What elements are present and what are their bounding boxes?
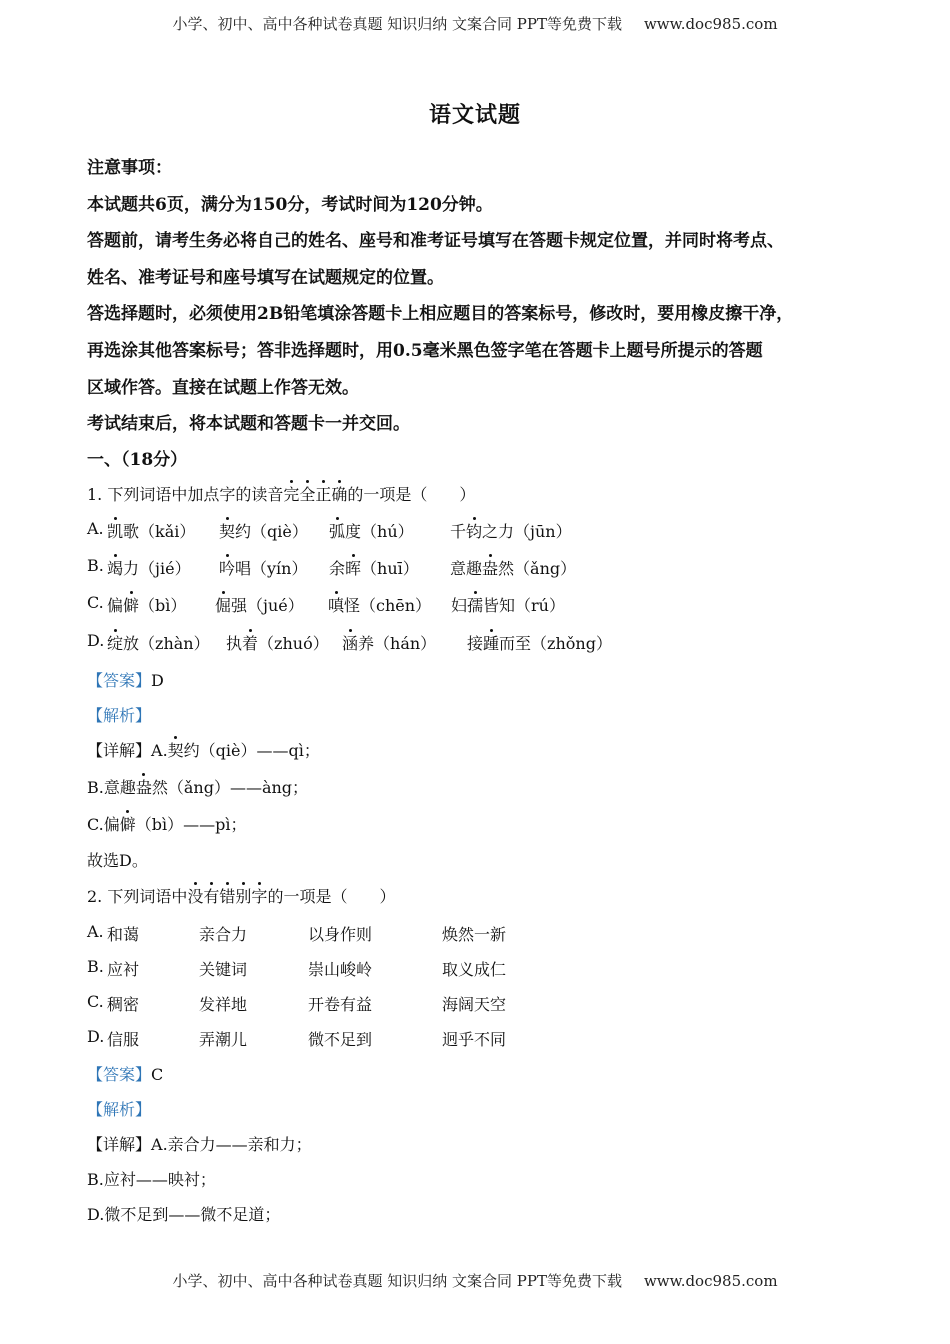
question-2-option-c: C. 稠密 发祥地 开卷有益 海阔天空 — [87, 992, 507, 1014]
question-1-detail-line: C.偏僻（bì）——pì； — [87, 812, 247, 835]
question-2-analysis-tag: 【解析】 — [87, 1100, 152, 1119]
question-1-answer: 【答案】D — [87, 671, 164, 690]
question-1-detail-line: B.意趣盎然（ǎng）——àng； — [87, 775, 308, 798]
notice-line: 答题前，请考生务必将自己的姓名、座号和准考证号填写在答题卡规定位置，并同时将考点、 — [87, 231, 784, 251]
footer-text: 小学、初中、高中各种试卷真题 知识归纳 文案合同 PPT等免费下载 — [172, 1272, 622, 1290]
question-1-conclusion: 故选D。 — [87, 851, 148, 870]
question-2-detail-line: D.微不足到——微不足道； — [87, 1205, 281, 1224]
question-2-detail-line: B.应衬——映衬； — [87, 1170, 216, 1189]
question-1-option-d: D. 绽放（zhàn） 执着（zhuó） 涵养（hán） 接踵而至（zhǒng） — [87, 631, 612, 653]
footer-site[interactable]: www.doc985.com — [643, 1272, 778, 1290]
question-1-option-a: A. 凯歌（kǎi） 契约（qiè） 弧度（hú） 千钧之力（jūn） — [87, 519, 572, 541]
question-2-answer: 【答案】C — [87, 1065, 164, 1084]
question-2-option-a: A. 和蔼 亲合力 以身作则 焕然一新 — [87, 922, 507, 944]
notice-line: 本试题共6页，满分为150分，考试时间为120分钟。 — [87, 195, 493, 215]
question-1-stem: 1. 下列词语中加点字的读音完全正确的一项是（ ） — [87, 482, 475, 505]
question-1-option-c: C. 偏僻（bì） 倔强（jué） 嗔怪（chēn） 妇孺皆知（rú） — [87, 593, 565, 615]
question-1-option-b: B. 竭力（jié） 吟唱（yín） 余晖（huī） 意趣盎然（ǎng） — [87, 556, 577, 578]
notice-line: 再选涂其他答案标号；答非选择题时，用0.5毫米黑色签字笔在答题卡上题号所提示的答题 — [87, 341, 763, 361]
question-1-detail-line: 【详解】A.契约（qiè）——qì； — [87, 738, 320, 761]
notice-line: 姓名、准考证号和座号填写在试题规定的位置。 — [87, 268, 444, 288]
section-heading: 一、（18分） — [87, 450, 188, 470]
notice-heading: 注意事项： — [87, 158, 172, 178]
notice-line: 答选择题时，必须使用2B铅笔填涂答题卡上相应题目的答案标号，修改时，要用橡皮擦干净， — [87, 304, 794, 324]
question-2-stem: 2. 下列词语中没有错别字的一项是（ ） — [87, 884, 395, 907]
notice-line: 考试结束后，将本试题和答题卡一并交回。 — [87, 414, 410, 434]
question-2-detail-line: 【详解】A.亲合力——亲和力； — [87, 1135, 312, 1154]
question-2-option-b: B. 应衬 关键词 崇山峻岭 取义成仁 — [87, 957, 507, 979]
page-header — [0, 13, 950, 34]
header-text: 小学、初中、高中各种试卷真题 知识归纳 文案合同 PPT等免费下载 — [172, 15, 622, 33]
header-site[interactable]: www.doc985.com — [643, 15, 778, 33]
notice-line: 区域作答。直接在试题上作答无效。 — [87, 378, 359, 398]
question-2-option-d: D. 信服 弄潮儿 微不足到 迥乎不同 — [87, 1027, 507, 1049]
page-title: 语文试题 — [428, 102, 521, 128]
question-1-analysis-tag: 【解析】 — [87, 706, 152, 725]
page-footer — [0, 1270, 950, 1291]
